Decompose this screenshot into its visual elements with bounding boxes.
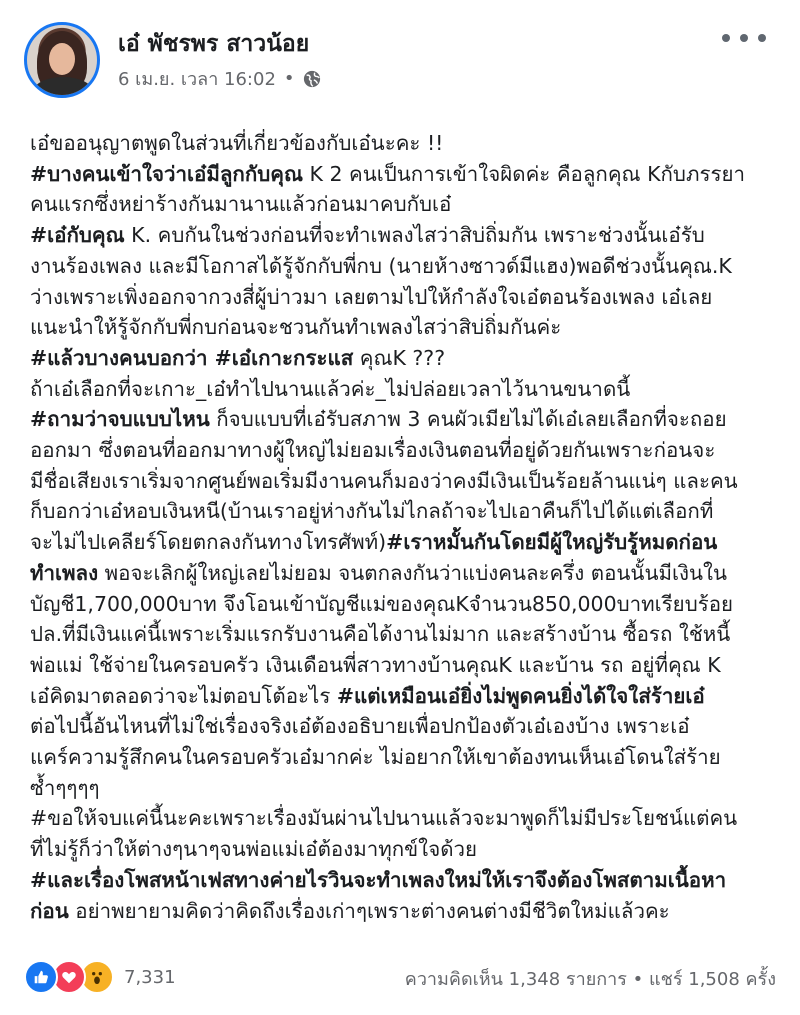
text-line: คนแรกซึ่งหย่าร้างกันมานานแล้วก่อนมาคบกับเอ๋: [30, 192, 452, 217]
text-line: มีชื่อเสียงเราเริ่มจากศูนย์พอเริ่มมีงานคนก็มองว่าคงมีเงินเป็นร้อยล้านแน่ๆ และคน: [30, 468, 738, 493]
text-line: พ่อแม่ ใช้จ่ายในครอบครัว เงินเดือนพี่สาวทางบ้านคุณK และบ้าน รถ อยู่ที่คุณ K: [30, 652, 721, 677]
like-icon: [24, 960, 58, 994]
text-line: ออกมา ซึ่งตอนที่ออกมาทางผู้ใหญ่ไม่ยอมเรื่องเงินตอนที่อยู่ด้วยกันเพราะก่อนจะ: [30, 438, 716, 463]
avatar[interactable]: [24, 22, 100, 98]
reaction-count[interactable]: 7,331: [124, 966, 176, 988]
hashtag-link[interactable]: #และเรื่องโพสหน้าเฟสทางค่ายไรวินจะทำเพลงใหม่ให้เราจึงต้องโพสตามเนื้อหา: [30, 867, 727, 892]
hashtag-link[interactable]: ก่อน: [30, 898, 69, 923]
hashtag-link[interactable]: #บางคนเข้าใจว่าเอ๋มีลูกกับคุณ: [30, 161, 303, 186]
text-line: บัญชี1,700,000บาท จึงโอนเข้าบัญชีแม่ของคุณKจำนวน850,000บาทเรียบร้อย: [30, 591, 734, 616]
post-meta: [118, 64, 321, 93]
stats-separator: •: [632, 969, 644, 990]
post-header: [0, 0, 800, 110]
meta-separator: •: [283, 68, 295, 89]
post-stats: [405, 964, 776, 993]
text-line: ปล.ที่มีเงินแค่นี้เพราะเริ่มแรกรับงานคือได้งานไม่มาก และสร้างบ้าน ซื้อรถ ใช้หนี้: [30, 622, 731, 647]
post-date[interactable]: 6 เม.ย. เวลา 16:02: [118, 69, 276, 90]
post-text: [30, 128, 780, 926]
text-line: ว่างเพราะเพิ่งออกจากวงสี่ผู้บ่าวมา เลยตามไปให้กำลังใจเอ๋ตอนร้องเพลง เอ๋เลย: [30, 284, 713, 309]
hashtag-link[interactable]: ทำเพลง: [30, 560, 99, 585]
text-line: [30, 865, 780, 896]
hashtag-link[interactable]: #แล้วบางคนบอกว่า: [30, 345, 208, 370]
comments-count[interactable]: ความคิดเห็น 1,348 รายการ: [404, 969, 627, 990]
reactions-summary[interactable]: [24, 960, 176, 994]
text-line: #ขอให้จบแค่นี้นะคะเพราะเรื่องมันผ่านไปนานแล้วจะมาพูดก็ไม่มีประโยชน์แต่คน: [30, 806, 738, 831]
globe-icon[interactable]: [303, 70, 321, 88]
post-footer: [0, 950, 800, 1010]
more-dot: [722, 34, 730, 42]
text-line: แคร์ความรู้สึกคนในครอบครัวเอ๋มากค่ะ ไม่อยากให้เขาต้องทนเห็นเอ๋โดนใส่ร้าย: [30, 745, 721, 770]
author-name[interactable]: เอ๋ พัชรพร สาวน้อย: [118, 31, 310, 57]
text-line: แนะนำให้รู้จักกับพี่กบก่อนจะชวนกันทำเพลงไสว่าสิบ่ถิ่มกันค่ะ: [30, 315, 562, 340]
hashtag-link[interactable]: #เราหมั้นกันโดยมีผู้ใหญ่รับรู้หมดก่อน: [386, 530, 718, 555]
text-line: งานร้องเพลง และมีโอกาสได้รู้จักกับพี่กบ (นายห้างซาวด์มีแฮง)พอดีช่วงนั้นคุณ.K: [30, 253, 732, 278]
text-line: #บางคนเข้าใจว่าเอ๋มีลูกกับคุณ K 2 คนเป็นการเข้าใจผิดค่ะ คือลูกคุณ Kกับภรรยา: [30, 161, 746, 186]
text-line: จะไม่ไปเคลียร์โดยตกลงกันทางโทรศัพท์)#เราหมั้นกันโดยมีผู้ใหญ่รับรู้หมดก่อน: [30, 530, 718, 555]
text-line: เอ๋ขออนุญาตพูดในส่วนที่เกี่ยวข้องกับเอ๋นะคะ !!: [30, 131, 444, 155]
text-line: ต่อไปนี้อันไหนที่ไม่ใช่เรื่องจริงเอ๋ต้องอธิบายเพื่อปกป้องตัวเอ๋เองบ้าง เพราะเอ๋: [30, 714, 690, 739]
hashtag-link[interactable]: #เอ๋เกาะกระแส: [207, 345, 354, 370]
text-line: เอ๋คิดมาตลอดว่าจะไม่ตอบโต้อะไร #แต่เหมือนเอ๋ยิ่งไม่พูดคนยิ่งได้ใจใส่ร้ายเอ๋: [30, 683, 705, 708]
more-dot: [758, 34, 766, 42]
text-line: #ถามว่าจบแบบไหน ก็จบแบบที่เอ๋รับสภาพ 3 คนผัวเมียไม่ได้เอ๋เลยเลือกที่จะถอย: [30, 407, 727, 432]
more-dot: [740, 34, 748, 42]
hashtag-link[interactable]: #เอ๋กับคุณ: [30, 223, 125, 248]
shares-count[interactable]: แชร์ 1,508 ครั้ง: [649, 969, 776, 990]
text-line: #เอ๋กับคุณ K. คบกันในช่วงก่อนที่จะทำเพลงไสว่าสิบ่ถิ่มกัน เพราะช่วงนั้นเอ๋รับ: [30, 223, 705, 248]
text-line: ถ้าเอ๋เลือกที่จะเกาะ_เอ๋ทำไปนานแล้วค่ะ_ไม่ปล่อยเวลาไว้นานขนาดนี้: [30, 376, 631, 401]
text-line: ก็บอกว่าเอ๋หอบเงินหนี(บ้านเราอยู่ห่างกันไม่ไกลถ้าจะไปเอาคืนก็ไปได้แต่เลือกที่: [30, 499, 714, 524]
text-line: #แล้วบางคนบอกว่า #เอ๋เกาะกระแส คุณK ???: [30, 345, 446, 370]
text-line: ซ้ำๆๆๆๆ: [30, 775, 100, 800]
more-icon[interactable]: [722, 28, 766, 48]
text-line: ก่อน อย่าพยายามคิดว่าคิดถึงเรื่องเก่าๆเพราะต่างคนต่างมีชีวิตใหม่แล้วคะ: [30, 898, 670, 923]
avatar-face: [49, 43, 75, 75]
text-line: ที่ไม่รู้ก็ว่าให้ต่างๆนาๆจนพ่อแม่เอ๋ต้องมาทุกข์ใจด้วย: [30, 837, 478, 862]
hashtag-link[interactable]: #ถามว่าจบแบบไหน: [30, 407, 210, 432]
text-line: ทำเพลง พอจะเลิกผู้ใหญ่เลยไม่ยอม จนตกลงกันว่าแบ่งคนละครึ่ง ตอนนั้นมีเงินใน: [30, 560, 728, 585]
hashtag-link[interactable]: #แต่เหมือนเอ๋ยิ่งไม่พูดคนยิ่งได้ใจใส่ร้ายเอ๋: [336, 683, 705, 708]
